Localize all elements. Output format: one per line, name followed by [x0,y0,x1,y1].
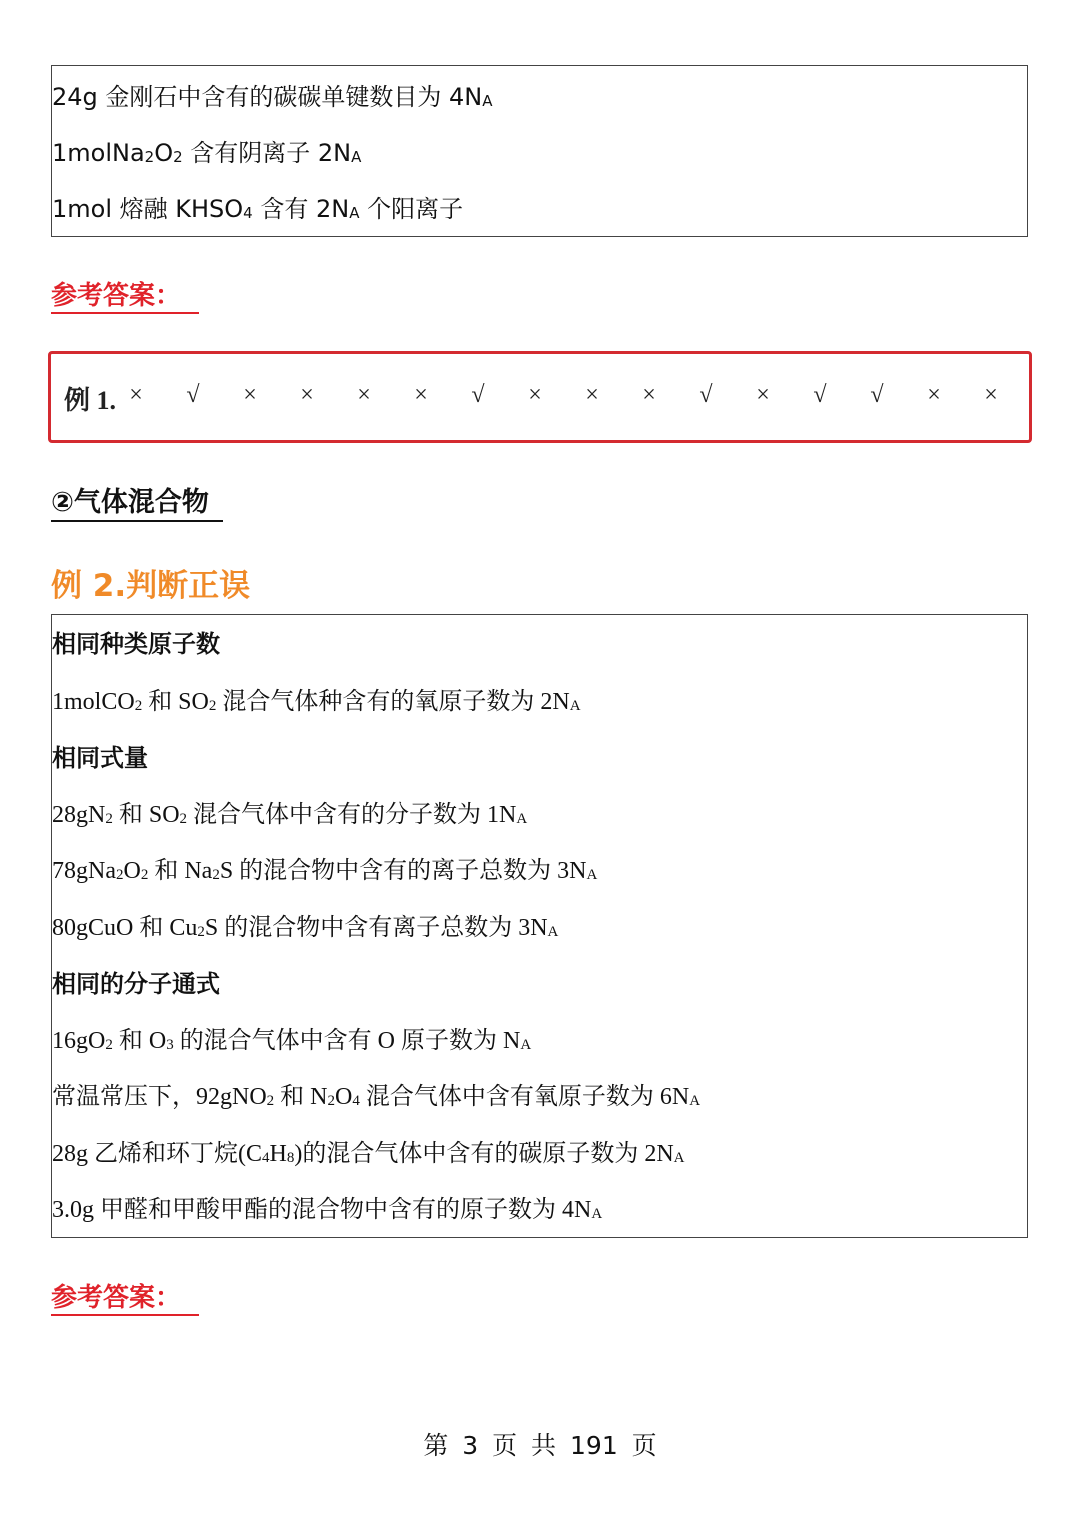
group-heading: 相同种类原子数 [52,630,220,658]
group-heading: 相同的分子通式 [52,970,220,998]
answer-mark: × [984,382,998,408]
example-heading: 例 2.判断正误 [51,568,251,604]
statement-box-1 [51,65,1028,237]
answer-mark: × [414,382,428,408]
answer-mark: × [528,382,542,408]
statement-line: 1mol 熔融 $KHSO_4$ 含有 $2N_A$ 个阳离子 [52,195,464,223]
answer-mark: × [243,382,257,408]
answer-mark: √ [870,382,884,408]
answer-mark: × [129,382,143,408]
answer-box [48,351,1032,443]
answer-mark: × [642,382,656,408]
statement-line: $78gNa_2O_2$ 和 $Na_2S$ 的混合物中含有的离子总数为 $3N_A$ [52,858,598,884]
answer-mark: √ [186,382,200,408]
statement-line: 3.0g 甲醛和甲酸甲酯的混合物中含有的原子数为 $4N_A$ [52,1197,603,1223]
answer-mark: × [927,382,941,408]
statement-line: $16gO_2$ 和 $O_3$ 的混合气体中含有 O 原子数为 $N_A$ [52,1028,532,1054]
group-heading: 相同式量 [52,744,148,772]
answer-mark: × [585,382,599,408]
answer-title: 例 1. [64,386,117,415]
statement-line: 80gCuO 和 $Cu_2S$ 的混合物中含有离子总数为 $3N_A$ [52,915,559,941]
answer-mark: √ [699,382,713,408]
answer-mark: × [300,382,314,408]
statement-line: $1molNa_2O_2$ 含有阴离子 $2N_A$ [52,139,362,167]
answer-label: 参考答案： [51,280,199,314]
answer-mark: √ [471,382,485,408]
statement-box-2 [51,614,1028,1238]
page-footer: 第 3 页 共 191 页 [423,1431,657,1460]
statement-line: 常温常压下，92gNO$_2$ 和 $N_2O_4$ 混合气体中含有氧原子数为 $6N_A$ [52,1084,701,1110]
answer-mark: √ [813,382,827,408]
answer-mark: × [357,382,371,408]
statement-line: $28gN_2$ 和 $SO_2$ 混合气体中含有的分子数为 $1N_A$ [52,802,528,828]
statement-line: 24g 金刚石中含有的碳碳单键数目为 $4N_A$ [52,83,493,111]
section-heading: ②气体混合物 [51,486,223,522]
statement-line: 28g 乙烯和环丁烷$(C_4H_8)$的混合气体中含有的碳原子数为 $2N_A$ [52,1141,685,1167]
answer-label: 参考答案： [51,1282,199,1316]
statement-line: 1molCO$_2$ 和 $SO_2$ 混合气体种含有的氧原子数为 $2N_A$ [52,689,581,715]
answer-mark: × [756,382,770,408]
